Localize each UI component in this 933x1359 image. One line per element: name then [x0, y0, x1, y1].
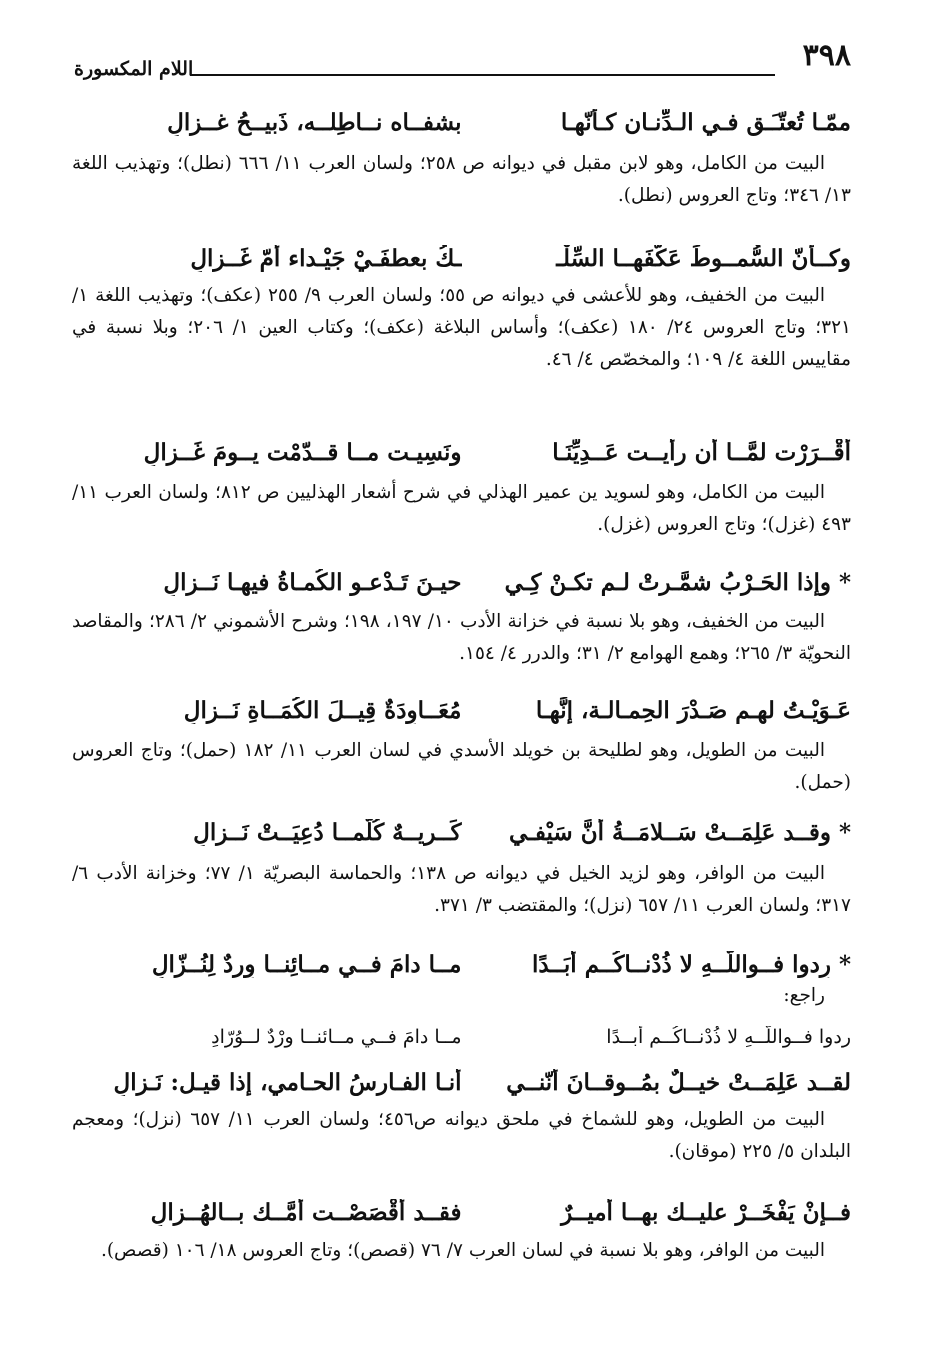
verse-first-hemistich: * وقــد عَلِمَــتْ سَــلامَــةُ أَنَّ سَيْفـي: [508, 819, 851, 846]
verse-first-hemistich: * رِدوا فــواللّــهِ لا ذُدْنــاكُــم أَبَــدًا: [531, 951, 851, 978]
verse-line: [72, 806, 851, 846]
verse-first-hemistich: ممّـا تُعتّـَـق فـي الـدِّنـان كـأنّهـا: [560, 109, 851, 136]
verse-second-hemistich: مُعَــاوِدَةٌ قِيــلَ الكُمَــاةِ نَــزالِ: [183, 697, 462, 724]
citation-note: البيت من الوافر، وهو لزيد الخيل في ديوانه ص ١٣٨؛ والحماسة البصريّة ١/ ٧٧؛ وخزانة الأدب ٦/ ٣١٧؛ ولسان العرب ١١/ ٦٥٧ (نزل)؛ والمقتضب ٣/ ٣٧١.: [72, 863, 851, 916]
verse-second-hemistich: فقــد أَقْصَصْــت أُمَّــك بــالهُــزالِ: [150, 1199, 462, 1226]
reference-verse-line: [72, 1008, 851, 1048]
verse-second-hemistich: أنـا الفـارسُ الحـامي، إذا قيـل: نَـزالِ: [113, 1069, 462, 1096]
verse-line: [72, 684, 851, 724]
verse-second-hemistich: ـكُ بعطفَـيْ جَيْـداء أُمّ غَــزالِ: [190, 245, 462, 272]
verse-first-hemistich: لقــد عَلِمَــتْ خيــلٌ بمُــوقــانَ أَنّنــي: [506, 1069, 851, 1096]
verse-line: [72, 232, 851, 272]
citation-note: البيت من الطويل، وهو للشماخ في ملحق ديوانه ص٤٥٦؛ ولسان العرب ١١/ ٦٥٧ (نزل)؛ ومعجم البلدان ٥/ ٢٢٥ (موقان).: [72, 1109, 851, 1162]
reference-note: راجع:: [783, 985, 825, 1006]
verse-first-hemistich: فــإنْ يَفْخَــرْ عليــك بهــا أميــرٌ: [561, 1199, 851, 1226]
verse-second-hemistich: ونَسِيـت مــا قــدّمْت يــومَ غَــزالِ: [143, 439, 462, 466]
citation-note: البيت من الوافر، وهو بلا نسبة في لسان العرب ٧/ ٧٦ (قصص)؛ وتاج العروس ١٨/ ١٠٦ (قصص).: [100, 1240, 825, 1261]
citation-note: البيت من الخفيف، وهو بلا نسبة في خزانة الأدب ١٠/ ١٩٧، ١٩٨؛ وشرح الأشموني ٢/ ٢٨٦؛ والمقاصد النحويّة ٣/ ٢٦٥؛ وهمع الهوامع ٢/ ٣١؛ والدرر ٤/ ١٥٤.: [72, 611, 851, 664]
section-title: اللام المكسورة: [74, 58, 194, 80]
verse-line: [72, 1056, 851, 1096]
verse-first-hemistich: أَقْــرَرْت لمَّــا أن رأيــت عَــدِيِّنَـا: [552, 439, 851, 466]
citation-note: البيت من الكامل، وهو لسويد ين عمير الهذلي في شرح أشعار الهذليين ص ٨١٢؛ ولسان العرب ١١/ ٤٩٣ (غزل)؛ وتاج العروس (غزل).: [72, 482, 851, 535]
verse-line: [72, 556, 851, 596]
header-rule: [190, 74, 775, 76]
verse-second-hemistich: كَــريــهٌ كُلَّمــا دُعِيَــتْ نَــزالِ: [193, 819, 462, 846]
verse-line: [72, 938, 851, 978]
verse-line: [72, 96, 851, 136]
citation-note: البيت من الخفيف، وهو للأعشى في ديوانه ص ٥٥؛ ولسان العرب ٩/ ٢٥٥ (عكف)؛ وتهذيب اللغة ١/ ٣٢١؛ وتاج العروس ٢٤/ ١٨٠ (عكف)؛ وأساس البلاغة (عكف)؛ وكتاب العين ١/ ٢٠٦؛ وبلا نسبة في مقاييس اللغة ٤/ ١٠٩؛ والمخصّص ٤/ ٤٦.: [72, 285, 851, 370]
page-number: ٣٩٨: [802, 38, 851, 73]
citation-note: البيت من الكامل، وهو لابن مقبل في ديوانه ص ٢٥٨؛ ولسان العرب ١١/ ٦٦٦ (نطل)؛ وتهذيب اللغة ١٣/ ٣٤٦؛ وتاج العروس (نطل).: [72, 153, 851, 206]
verse-second-hemistich: بشفــاه نــاطِلــه، ذَبيــحُ غــزالِ: [167, 109, 462, 136]
verse-second-hemistich: مــا دامَ فــي مــائنــا وِرْدٌ لــوُرّادِ: [211, 1026, 462, 1048]
verse-first-hemistich: رِدوا فــواللّــهِ لا ذُدْنــاكُــم أبــدًا: [606, 1026, 851, 1048]
verse-first-hemistich: عَـوَيْـتُ لهـم صَـدْرَ الحِمـالـة، إنَّهـا: [535, 697, 851, 724]
verse-first-hemistich: * وإذا الحَـرْبُ شمَّـرتْ لـم تكـنْ كِـي: [504, 569, 851, 596]
verse-first-hemistich: وكــأنّ السُّمــوطَ عَكّفَهــا السِّلْـ: [556, 245, 851, 272]
verse-line: [72, 426, 851, 466]
citation-note: البيت من الطويل، وهو لطليحة بن خويلد الأسدي في لسان العرب ١١/ ١٨٢ (حمل)؛ وتاج العروس (حمل).: [72, 740, 851, 793]
verse-second-hemistich: حيـنَ تَـدْعـو الكُمـاةُ فيهـا نَــزالِ: [163, 569, 462, 596]
verse-second-hemistich: مــا دامَ فــي مــائِنــا وِردٌ لِنُــزّالِ: [151, 951, 462, 978]
verse-line: [72, 1186, 851, 1226]
